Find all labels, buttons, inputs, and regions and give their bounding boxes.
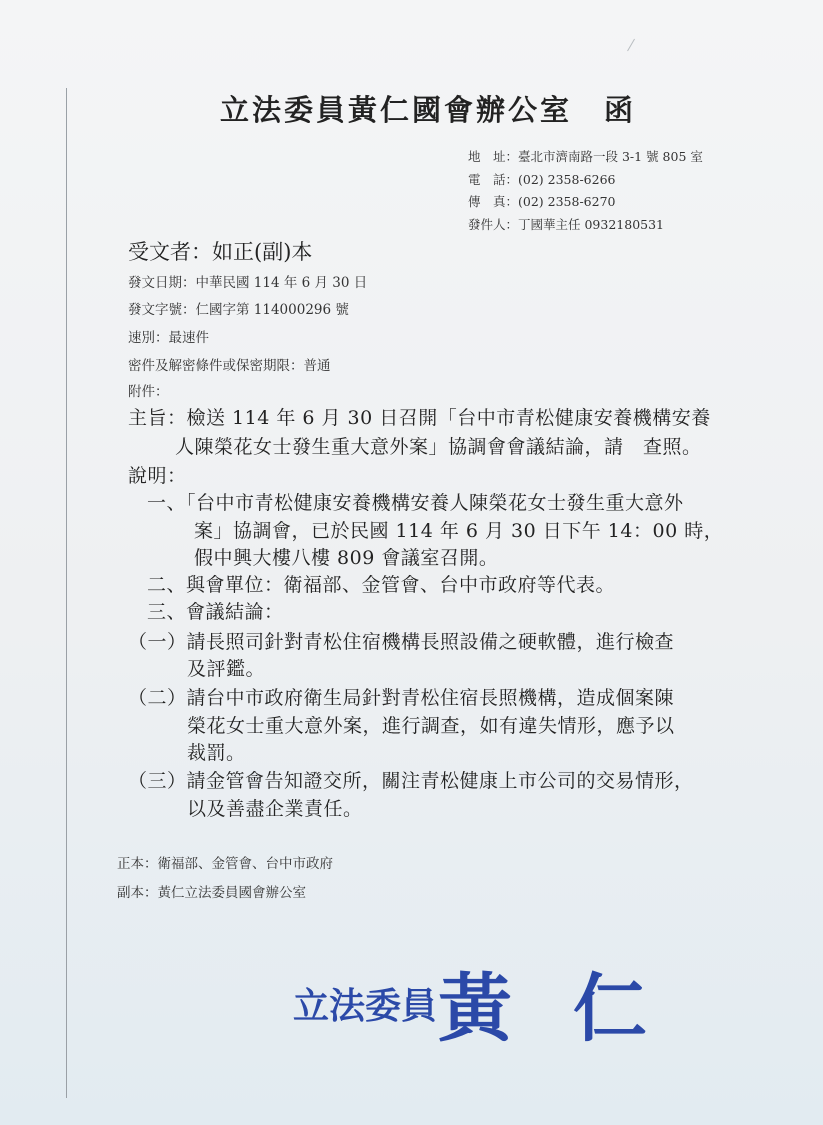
explanation-heading: 說明： (128, 465, 187, 487)
recipient: 受文者：如正(副)本 (128, 240, 313, 264)
duplicate-copy-recipients: 副本：黃仁立法委員國會辦公室 (117, 885, 306, 901)
original-copy-recipients: 正本：衛福部、金管會、台中市政府 (117, 856, 333, 872)
sub2-line-2: 榮花女士重大意外案，進行調查，如有違失情形，應予以 (187, 715, 675, 737)
subject-line-1: 主旨：檢送 114 年 6 月 30 日召開「台中市青松健康安養機構安養 (128, 407, 711, 429)
sub1-line-2: 及評鑑。 (187, 658, 266, 680)
sub3-line-2: 以及善盡企業責任。 (187, 798, 363, 820)
delivery-speed: 速別：最速件 (128, 330, 209, 346)
subject-line-2: 人陳榮花女士發生重大意外案」協調會會議結論，請 查照。 (175, 436, 702, 458)
stamp-name-first: 黃 (438, 966, 512, 1052)
sub2-line-1: （二）請台中市政府衛生局針對青松住宿長照機構，造成個案陳 (128, 687, 675, 709)
sub1-line-1: （一）請長照司針對青松住宿機構長照設備之硬軟體，進行檢查 (128, 631, 675, 653)
confidentiality: 密件及解密條件或保密期限：普通 (128, 358, 331, 374)
stamp-name-second: 仁 (573, 966, 647, 1052)
letter-title: 立法委員黃仁國會辦公室 函 (220, 93, 637, 127)
contact-fax: 傳 真：(02) 2358-6270 (468, 194, 616, 209)
contact-block (468, 146, 703, 236)
sub2-line-3: 裁罰。 (187, 742, 246, 764)
stamp-title: 立法委員 (293, 985, 438, 1027)
attachment: 附件： (128, 384, 169, 400)
page-margin-line (66, 88, 67, 1098)
item2: 二、與會單位：衛福部、金管會、台中市政府等代表。 (147, 574, 616, 596)
contact-sender: 發件人：丁國華主任 0932180531 (468, 216, 665, 232)
item1-line-1: 一、「台中市青松健康安養機構安養人陳榮花女士發生重大意外 (147, 492, 684, 514)
item3: 三、會議結論： (147, 601, 284, 623)
contact-address: 地 址：臺北市濟南路一段 3-1 號 805 室 (468, 149, 703, 164)
paper-fold-mark (627, 39, 642, 56)
contact-phone: 電 話：(02) 2358-6266 (468, 171, 616, 187)
item1-line-3: 假中興大樓八樓 809 會議室召開。 (194, 547, 499, 569)
doc-number: 發文字號：仁國字第 114000296 號 (128, 302, 349, 318)
issue-date: 發文日期：中華民國 114 年 6 月 30 日 (128, 275, 368, 291)
item1-line-2: 案」協調會，已於民國 114 年 6 月 30 日下午 14：00 時， (194, 520, 724, 542)
sub3-line-1: （三）請金管會告知證交所，關注青松健康上市公司的交易情形， (128, 770, 694, 792)
